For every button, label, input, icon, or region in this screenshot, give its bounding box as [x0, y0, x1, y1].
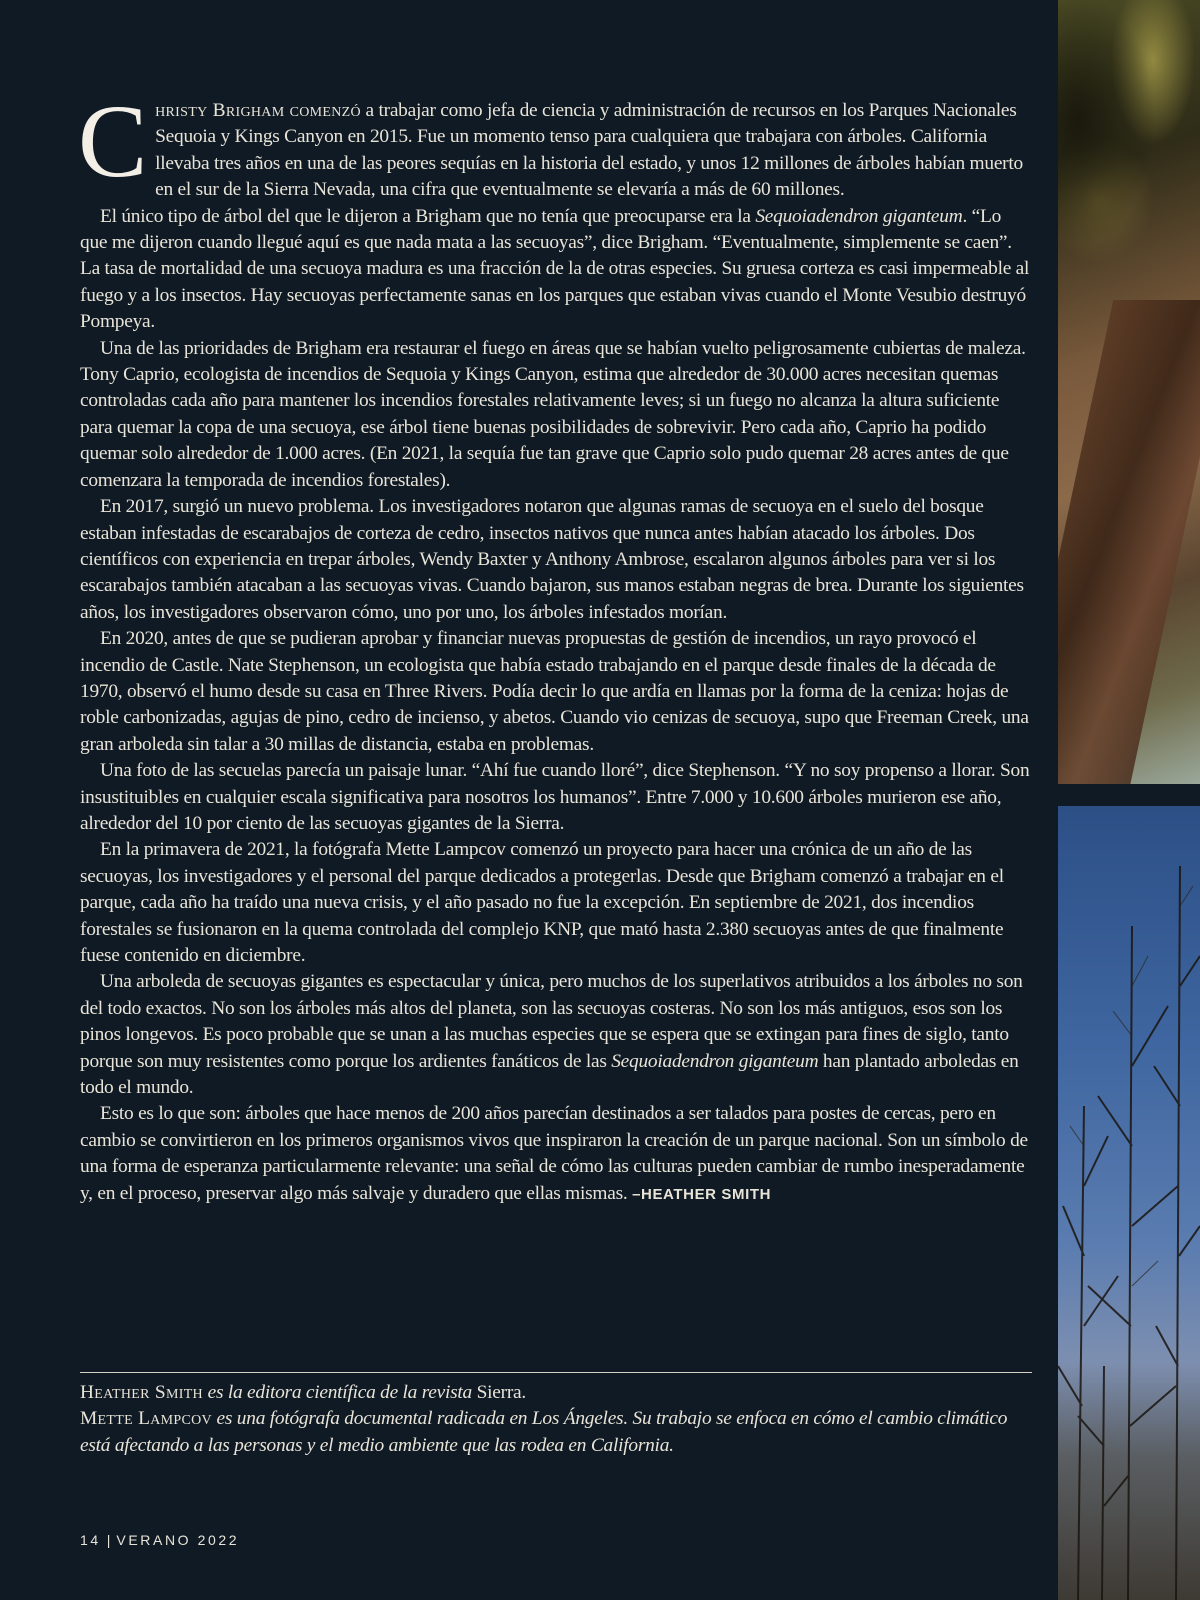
page-footer — [80, 1532, 239, 1548]
issue-label: VERANO 2022 — [116, 1532, 240, 1548]
photo-trunk — [1058, 300, 1200, 784]
footer-separator: | — [106, 1532, 111, 1548]
sequoia-canopy-photo — [1058, 0, 1200, 784]
paragraph-8-text-b: han plantado arboledas en todo el mundo. — [80, 1050, 1019, 1099]
paragraph-8-text-a: Una arboleda de secuoyas gigantes es espectacular y única, pero muchos de los superlativos atribuidos a los árboles no son del todo exactos. No son los árboles más altos del planeta, son las secuoyas costeras. No son los más antiguos, esos son los pinos longevos. Es poco probable que se unan a las muchas especies que se espera que se extingan para fines de siglo, tanto porque son muy resistentes como porque los ardientes fanáticos de las — [80, 971, 1023, 1072]
bio-text: es la editora científica de la revista — [202, 1382, 477, 1403]
article-paragraph-6: Una foto de las secuelas parecía un paisaje lunar. “Ahí fue cuando lloré”, dice Stephenson. “Y no soy propenso a llorar. Son insustituibles en cualquier escala significativa para nosotros los humanos”. Entre 7.000 y 10.600 árboles murieron ese año, alrededor del 10 por ciento de las secuoyas gigantes de la Sierra. — [80, 760, 1030, 834]
article-paragraph-4: En 2017, surgió un nuevo problema. Los investigadores notaron que algunas ramas de secuoya en el suelo del bosque estaban infestadas de escarabajos de corteza de cedro, insectos nativos que nunca antes habían atacado los árboles. Dos científicos con experiencia en trepar árboles, Wendy Baxter y Anthony Ambrose, escalaron algunos árboles para ver si los escarabajos también atacaban a las secuoyas vivas. Cuando bajaron, sus manos estaban negras de brea. Durante los siguientes años, los investigadores observaron cómo, uno por uno, los árboles infestados morían. — [80, 496, 1024, 623]
paragraph-1-text: a trabajar como jefa de ciencia y administración de recursos en los Parques Nacionales Sequoia y Kings Canyon en 2015. Fue un momento tenso para cualquiera que trabajara con árboles. California llevaba tres años en una de las peores sequías en la historia del estado, y unos 12 millones de árboles habían muerto en el sur de la Sierra Nevada, una cifra que eventualmente se elevaría a más de 60 millones. — [155, 100, 1023, 201]
burned-forest-photo — [1058, 806, 1200, 1600]
article-paragraph-7: En la primavera de 2021, la fotógrafa Mette Lampcov comenzó un proyecto para hacer una crónica de un año de las secuoyas, los investigadores y el personal del parque dedicados a protegerlas. Desde que Brigham comenzó a trabajar en el parque, cada año ha traído una nueva crisis, y el año pasado no fue la excepción. En septiembre de 2021, dos incendios forestales se fusionaron en la quema controlada del complejo KNP, que mató hasta 2.380 secuoyas antes de que finalmente fuese contenido en diciembre. — [80, 839, 1004, 966]
bio-heather-smith — [80, 1380, 1032, 1406]
lead-in-smallcaps: hristy Brigham comenzó — [155, 100, 361, 121]
article-paragraph-5: En 2020, antes de que se pudieran aprobar y financiar nuevas propuestas de gestión de incendios, un rayo provocó el incendio de Castle. Nate Stephenson, un ecologista que había estado trabajando en el parque desde finales de la década de 1970, observó el humo desde su casa en Three Rivers. Podía decir lo que ardía en llamas por la forma de la ceniza: hojas de roble carbonizadas, agujas de pino, cedro de incienso, y abetos. Cuando vio cenizas de secuoya, supo que Freeman Creek, una gran arboleda sin talar a 30 millas de distancia, estaba en problemas. — [80, 628, 1029, 755]
article-paragraph-8 — [80, 969, 1032, 1101]
bio-mette-lampcov — [80, 1406, 1032, 1459]
bio-name: Mette Lampcov — [80, 1408, 212, 1430]
article-paragraph-9 — [80, 1101, 1032, 1208]
bio-name: Heather Smith — [80, 1382, 203, 1403]
species-name-italic: Sequoiadendron giganteum — [755, 205, 963, 227]
publication-name: Sierra — [476, 1382, 522, 1403]
paragraph-2-text-a: El único tipo de árbol del que le dijeron a Brigham que no tenía que preocuparse era la — [100, 205, 756, 227]
bio-divider — [80, 1372, 1032, 1373]
author-byline: –HEATHER SMITH — [632, 1185, 772, 1203]
article-paragraph-3: Una de las prioridades de Brigham era restaurar el fuego en áreas que se habían vuelto peligrosamente cubiertas de maleza. Tony Caprio, ecologista de incendios de Sequoia y Kings Canyon, estima que alrededor de 30.000 acres necesitan quemas controladas cada año para mantener los incendios forestales relativamente leves; si un fuego no alcanza la altura suficiente para quemar la copa de una secuoya, ese árbol tiene buenas posibilidades de sobrevivir. Pero cada año, Caprio ha podido quemar solo alrededor de 1.000 acres. (En 2021, la sequía fue tan grave que Caprio solo pudo quemar 28 acres antes de que comenzara la temporada de incendios forestales). — [80, 337, 1026, 491]
article-paragraph-2 — [80, 204, 1032, 336]
article-body — [78, 84, 1032, 1208]
paragraph-2-text-b: . “Lo que me dijeron cuando llegué aquí es que nada mata a las secuoyas”, dice Brigham. “Eventualmente, simplemente se caen”. La tasa de mortalidad de una secuoya madura es una fracción de la de otras especies. Su gruesa corteza es casi impermeable al fuego y a los insectos. Hay secuoyas perfectamente sanas en los parques que estaban vivas cuando el Monte Vesubio destruyó Pompeya. — [80, 205, 1030, 333]
paragraph-9-text: Esto es lo que son: árboles que hace menos de 200 años parecían destinados a ser talados para postes de cercas, pero en cambio se convirtieron en los primeros organismos vivos que inspiraron la creación de un parque nacional. Son un símbolo de una forma de esperanza particularmente relevante: una señal de cómo las culturas pueden cambiar de rumbo inesperadamente y, en el proceso, preservar algo más salvaje y duradero que ellas mismas. — [80, 1103, 1028, 1204]
bio-text: es una fotógrafa documental radicada en Los Ángeles. Su trabajo se enfoca en cómo el cambio climático está afectando a las personas y el medio ambiente que las rodea en California. — [80, 1408, 1008, 1456]
drop-cap: C — [78, 84, 148, 199]
photo-gutter — [1058, 784, 1200, 806]
page-number: 14 — [80, 1532, 101, 1548]
species-name-italic: Sequoiadendron giganteum — [611, 1050, 819, 1072]
contributor-bios — [80, 1380, 1032, 1459]
bio-end: . — [521, 1382, 527, 1403]
bare-trees-illustration — [1058, 806, 1200, 1600]
article-paragraph-1 — [78, 84, 1032, 204]
photo-branch-shadow — [1058, 0, 1200, 300]
